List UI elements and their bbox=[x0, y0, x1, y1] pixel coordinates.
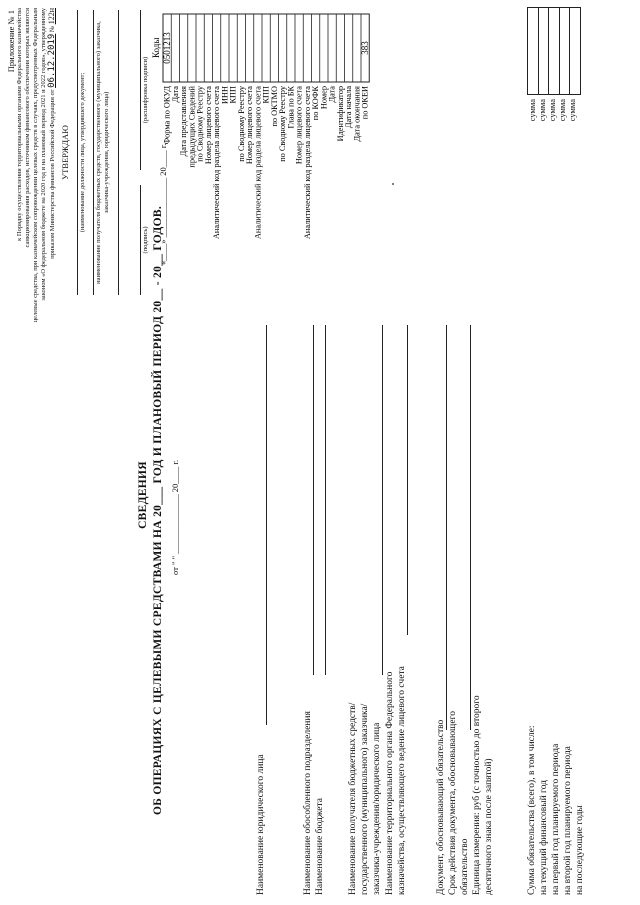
codes-row-label: ИНН bbox=[220, 86, 230, 104]
recipient-label-3: заказчика-учреждения/юридического лица bbox=[372, 722, 382, 895]
appendix-line-5-text: приказом Министерства финансов Российской Федерации от bbox=[49, 89, 56, 259]
codes-row-label: Глава по БК bbox=[286, 86, 296, 129]
budget-line bbox=[325, 325, 326, 675]
decode-caption: (расшифровка подписи) bbox=[142, 56, 149, 124]
codes-header-text: Коды bbox=[151, 37, 161, 58]
form-subtitle: ОБ ОПЕРАЦИЯХ С ЦЕЛЕВЫМИ СРЕДСТВАМИ НА 20___ ГОД И ПЛАНОВЫЙ ПЕРИОД 20__ - 20__ ГОДОВ. bbox=[152, 205, 164, 815]
codes-row-label: по ОКЕИ bbox=[360, 86, 370, 120]
sum-cell bbox=[570, 8, 581, 95]
appendix-title: Приложение № 1 bbox=[6, 10, 16, 73]
sum-row bbox=[528, 8, 539, 95]
sum-total-label: Сумма обязательства (всего), в том числе: bbox=[527, 725, 537, 895]
sum-word-1: сумма bbox=[527, 99, 537, 122]
tofk-label-1: Наименование территориального органа Федерального bbox=[385, 671, 395, 895]
sum-y2-label: на второй год планируемого периода bbox=[563, 746, 573, 895]
sum-cell bbox=[559, 8, 570, 95]
codes-row-label: Форма по ОКУД bbox=[162, 86, 172, 145]
codes-row-label: Дата bbox=[327, 86, 337, 103]
sum-table bbox=[527, 7, 581, 95]
codes-row-label: Номер лицевого счета bbox=[294, 86, 304, 165]
sum-cell bbox=[528, 8, 539, 95]
subdivision-line bbox=[313, 325, 314, 675]
appendix-number-prefix: № bbox=[49, 25, 56, 33]
appendix-number: 122н bbox=[47, 8, 56, 25]
sum-row bbox=[559, 8, 570, 95]
codes-row-label: Дата начала bbox=[344, 86, 354, 129]
codes-row-label: Номер лицевого счета bbox=[245, 86, 255, 165]
codes-row-label: по Сводному Реестру bbox=[195, 86, 205, 162]
appendix-line-1: к Порядку осуществления территориальными органами Федерального казначейства bbox=[16, 8, 23, 241]
tofk-label-2: казначейства, осуществляющего ведение лицевого счета bbox=[397, 666, 407, 895]
approve-line-3 bbox=[118, 10, 119, 295]
approve-caption-2: наименование получателя бюджетных средств, государственного (муниципального) заказчика, bbox=[95, 21, 102, 284]
sum-word-4: сумма bbox=[557, 99, 567, 122]
codes-row-label: по ОКТМО bbox=[269, 86, 279, 127]
codes-row-label: Номер лицевого счета bbox=[203, 86, 213, 165]
codes-row-label: по Сводному Реестру bbox=[278, 86, 288, 162]
unit-label-2: десятичного знака после запятой) bbox=[484, 758, 494, 895]
approve-line-1 bbox=[77, 10, 78, 295]
sum-row bbox=[538, 8, 549, 95]
doc-term-line bbox=[470, 325, 471, 730]
recipient-label-1: Наименование получателя бюджетных средств/ bbox=[348, 702, 358, 895]
doc-label-2: Срок действия документа, обосновывающего bbox=[448, 711, 458, 895]
sum-cell bbox=[538, 8, 549, 95]
sum-word-5: сумма bbox=[567, 99, 577, 122]
form-title: СВЕДЕНИЯ bbox=[137, 461, 149, 529]
doc-line bbox=[446, 325, 447, 730]
sign-caption: (подпись) bbox=[142, 226, 149, 254]
sum-word-3: сумма bbox=[547, 99, 557, 122]
codes-row-label: Дата представления bbox=[179, 86, 189, 157]
codes-row-label: КПП bbox=[228, 86, 238, 104]
sum-cur-label: на текущий финансовый год bbox=[539, 779, 549, 895]
appendix-line-2: санкционирования расходов, источником финансового обеспечения которых являются bbox=[24, 8, 31, 248]
approve-title: УТВЕРЖДАЮ bbox=[60, 125, 70, 180]
codes-row-label: Дата bbox=[170, 86, 180, 103]
appendix-date: 06.12.2019 bbox=[47, 33, 57, 88]
approve-caption-3: заказчика-учреждения, юридического лица) bbox=[103, 91, 110, 214]
doc-label-1: Документ, обосновывающий обязательство bbox=[436, 719, 446, 895]
sum-y1-label: на первый год планируемого периода bbox=[551, 743, 561, 895]
unit-label-1: Единица измерения: руб (с точностью до второго bbox=[472, 695, 482, 895]
codes-row-label: КПП bbox=[261, 86, 271, 104]
approve-caption-1: (наименование должности лица, утвердившего документ; bbox=[79, 72, 86, 233]
legal-entity-label: Наименование юридического лица bbox=[256, 754, 266, 895]
codes-row-label: Аналитический код раздела лицевого счета bbox=[302, 86, 312, 240]
sum-next-label: на последующие годы bbox=[575, 805, 585, 895]
sum-row bbox=[570, 8, 581, 95]
recipient-line bbox=[382, 325, 383, 675]
legal-entity-line bbox=[266, 325, 267, 725]
codes-row-label: Аналитический код раздела лицевого счета bbox=[212, 86, 222, 240]
budget-label: Наименование бюджета bbox=[315, 798, 325, 895]
approve-date: «____» ______________ 20____ г. bbox=[158, 143, 168, 265]
form-date-line: от " " ______________ 20____ г. bbox=[170, 459, 180, 575]
sum-word-2: сумма bbox=[537, 99, 547, 122]
sum-cell bbox=[549, 8, 560, 95]
codes-row-label: предыдущих Сведений bbox=[187, 86, 197, 168]
codes-row-label: Аналитический код раздела лицевого счета bbox=[253, 86, 263, 240]
scan-speck bbox=[392, 183, 394, 185]
appendix-line-5 bbox=[48, 8, 57, 568]
codes-row-label: по Сводному Реестру bbox=[236, 86, 246, 162]
sum-row bbox=[549, 8, 560, 95]
okei-code: 383 bbox=[360, 41, 371, 55]
codes-row-label: по КОФК bbox=[311, 86, 321, 121]
approve-line-2 bbox=[93, 10, 94, 295]
okud-code: 0501213 bbox=[162, 32, 173, 64]
codes-row-label: Идентификатор bbox=[335, 86, 345, 142]
subdivision-label: Наименование обособленного подразделения bbox=[303, 711, 313, 895]
recipient-label-2: государственного (муниципального) заказчика/ bbox=[360, 703, 370, 895]
tofk-line bbox=[407, 325, 408, 635]
appendix-line-3: целевые средства, при казначейском сопровождении целевых средств в случаях, предусмотренных Федеральным bbox=[32, 8, 39, 323]
appendix-line-4: законом «О федеральном бюджете на 2020 год и на плановый период 2021 и 2022 годов», утвержденному bbox=[40, 8, 47, 301]
codes-row-label: Дата окончания bbox=[352, 86, 362, 142]
codes-row-label: Номер bbox=[319, 86, 329, 110]
doc-label-3: обязательство bbox=[460, 838, 470, 895]
